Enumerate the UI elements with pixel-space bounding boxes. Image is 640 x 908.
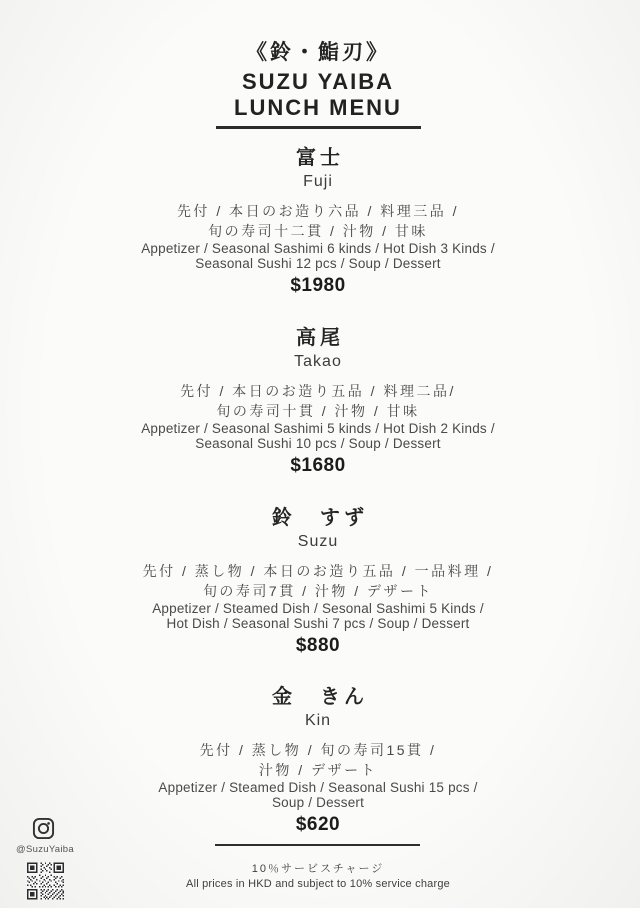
restaurant-name-japanese: 《鈴・鮨刃》 xyxy=(246,41,390,64)
course-desc-en-line: Seasonal Sushi 12 pcs / Soup / Dessert xyxy=(195,256,441,271)
course-name-japanese: 鈴 すず xyxy=(271,507,369,529)
course-name-romaji: Fuji xyxy=(303,173,333,190)
instagram-icon xyxy=(32,817,55,845)
course-price: $1680 xyxy=(290,455,346,476)
course-name-romaji: Suzu xyxy=(297,533,339,550)
course-desc-en-line: Appetizer / Seasonal Sashimi 5 kinds / Hot Dish 2 Kinds / xyxy=(141,421,495,436)
course-desc-jp-line: 旬の寿司7貫 / 汁物 / デザート xyxy=(202,582,434,599)
course-desc-en-line: Appetizer / Steamed Dish / Sesonal Sashimi 5 Kinds / xyxy=(152,601,484,616)
course-desc-jp-line: 旬の寿司十貫 / 汁物 / 甘味 xyxy=(216,402,420,419)
menu-title: LUNCH MENU xyxy=(234,95,402,120)
course-desc-en-line: Appetizer / Seasonal Sashimi 6 kinds / Hot Dish 3 Kinds / xyxy=(141,241,495,256)
course-section-suzu xyxy=(0,507,636,657)
course-section-fuji xyxy=(0,147,636,297)
course-desc-jp-line: 先付 / 蒸し物 / 旬の寿司15貫 / xyxy=(199,742,437,758)
course-name-japanese: 金 きん xyxy=(272,686,368,708)
course-desc-en-line: Soup / Dessert xyxy=(271,795,365,810)
course-desc-en-line: Hot Dish / Seasonal Sushi 7 pcs / Soup / Dessert xyxy=(166,616,470,631)
course-desc-en-line: Seasonal Sushi 10 pcs / Soup / Dessert xyxy=(195,436,441,451)
course-desc-jp-line: 汁物 / デザート xyxy=(258,761,378,778)
course-name-romaji: Takao xyxy=(294,353,342,370)
course-name-japanese: 富士 xyxy=(296,147,344,169)
course-desc-jp-line: 旬の寿司十二貫 / 汁物 / 甘味 xyxy=(208,222,428,239)
qr-code xyxy=(27,862,64,905)
course-name-japanese: 高尾 xyxy=(296,327,344,349)
course-desc-jp-line: 先付 / 本日のお造り五品 / 料理二品/ xyxy=(180,383,456,399)
course-section-takao xyxy=(0,327,636,477)
course-desc-jp-line: 先付 / 蒸し物 / 本日のお造り五品 / 一品料理 / xyxy=(142,563,494,579)
footer-divider xyxy=(215,844,420,846)
course-name-romaji: Kin xyxy=(304,712,332,729)
instagram-handle: @SuzuYaiba xyxy=(16,844,74,855)
course-price: $620 xyxy=(295,814,341,835)
course-desc-jp-line: 先付 / 本日のお造り六品 / 料理三品 / xyxy=(176,203,460,219)
restaurant-name-english: SUZU YAIBA xyxy=(241,69,395,94)
service-charge-note-english: All prices in HKD and subject to 10% service charge xyxy=(186,878,450,890)
course-price: $1980 xyxy=(290,275,346,296)
menu-header xyxy=(0,42,636,129)
course-price: $880 xyxy=(295,635,341,656)
course-desc-en-line: Appetizer / Steamed Dish / Seasonal Sushi 15 pcs / xyxy=(158,780,478,795)
service-charge-note-japanese: 10％サービスチャージ xyxy=(251,863,385,875)
header-underline xyxy=(216,126,421,129)
course-section-kin xyxy=(0,686,636,836)
